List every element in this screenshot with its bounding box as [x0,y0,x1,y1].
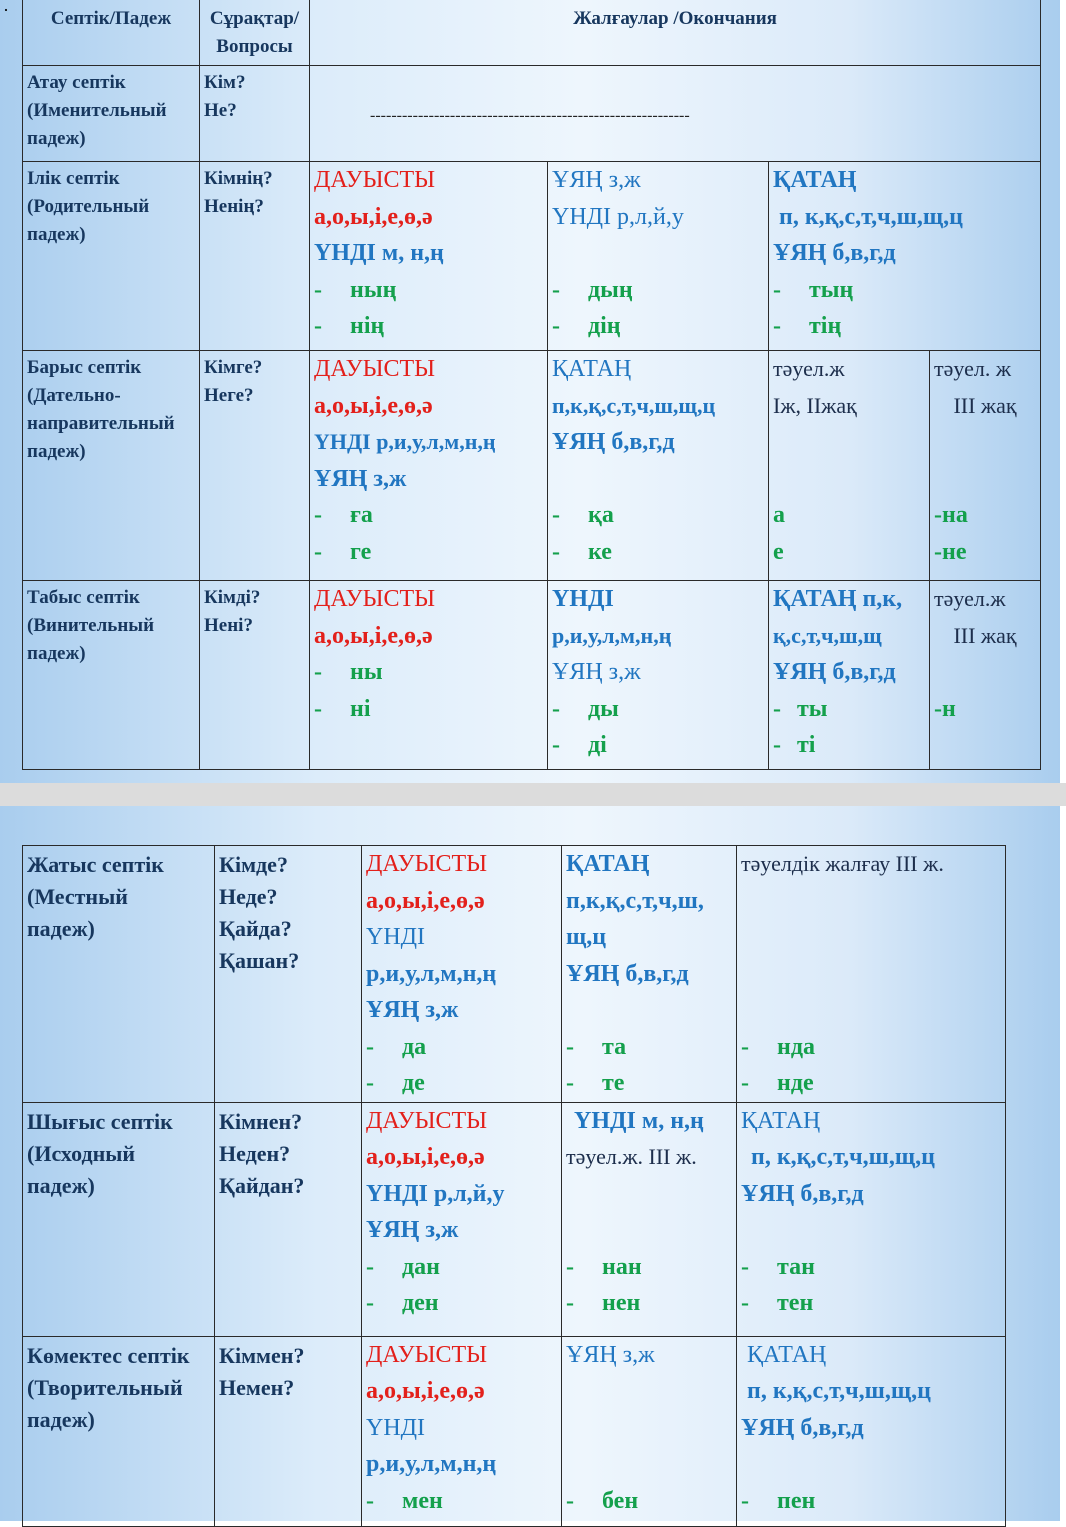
suffix: тің [809,313,842,339]
rule-letters: ҰЯҢ з,ж [366,1217,459,1243]
page-marker: · [3,0,9,20]
row-tabys [23,581,1041,770]
suffix-dash: - [741,1253,749,1280]
rule-letters: п, к,қ,с,т,ч,ш,щ,ц [779,203,964,230]
zhatys-hard-cell [562,846,737,1103]
rule-title: ҮНДІ м, н,ң [574,1107,704,1134]
question: Не? [204,100,237,121]
rule-title: ҚАТАҢ [741,1107,821,1134]
rule-title: ҚАТАҢ [747,1341,827,1368]
question: Кімге? [204,357,263,378]
question: Қайдан? [219,1172,305,1198]
suffix-dash: - [566,1290,574,1316]
suffix-dash: - [741,1033,749,1060]
suffix-dash: - [552,538,560,565]
rule-letters: а,о,ы,і,е,ө,ә [314,203,433,230]
ilik-vowel-cell [310,162,548,351]
row-komektes [23,1336,1006,1526]
tabys-sonorant-cell [548,581,769,770]
case-name: Ілік септік [27,168,120,189]
rule-letters: ҰЯҢ з,ж [366,997,459,1023]
suffix-dash: - [314,313,322,339]
questions-tabys [200,581,310,770]
rule-letters: р,и,у,л,м,н,ң [366,960,497,987]
slide-gap [0,783,1066,806]
question: Кімнен? [219,1108,303,1134]
rule-title: ДАУЫСТЫ [314,586,436,612]
barys-possessive-3-cell [930,351,1041,581]
rule-letters: ІІІ жақ [953,392,1017,418]
suffix: де [402,1070,425,1096]
shygys-hard-cell [737,1102,1006,1336]
rule-letters: п, к,қ,с,т,ч,ш,щ,ц [751,1144,936,1170]
rule-title: тәуел. ж [934,356,1012,381]
header-case-label: Септік/Падеж [50,8,172,29]
case-name-ru: падеж) [27,441,86,462]
suffix-dash: - [314,659,322,685]
case-name: Жатыс септік [27,852,164,877]
rule-letters: ҰЯҢ б,в,г,д [773,240,896,266]
rule-letters: ҰЯҢ б,в,г,д [741,1414,864,1441]
suffix: дің [588,313,621,339]
rule-letters: ҰЯҢ б,в,г,д [773,659,896,685]
case-name-ru: падеж) [27,643,86,664]
rule-letters: п,к,қ,с,т,ч,ш, [566,887,704,914]
questions-ilik [200,162,310,351]
questions-komektes [215,1336,362,1526]
suffix-dash: - [314,695,322,722]
barys-hard-cell [548,351,769,581]
rule-letters: р,и,у,л,м,н,ң [552,622,672,648]
case-name-ru: падеж) [27,916,95,941]
case-name: Шығыс септік [27,1108,173,1134]
rule-title: тәуел.ж [773,356,845,381]
suffix: те [602,1070,625,1096]
ilik-hard-cell [769,162,1041,351]
suffix-dash: - [566,1487,574,1514]
case-name-ru: (Местный [27,884,128,909]
suffix: нің [350,313,385,339]
question: Немен? [219,1374,295,1400]
komektes-voiced-cell [562,1336,737,1526]
case-tabys [23,581,200,770]
rule-title: ҚАТАҢ [566,851,650,877]
komektes-vowel-cell [362,1336,562,1526]
rule-title: ДАУЫСТЫ [366,1107,488,1134]
rule-letters: а,о,ы,і,е,ө,ә [366,1378,485,1404]
suffix-dash: - [773,732,781,758]
suffix-dash: - [366,1070,374,1096]
question: Неден? [219,1140,291,1166]
question: Кімнің? [204,168,273,189]
case-shygys [23,1102,215,1336]
suffix: -не [934,538,967,565]
zhatys-vowel-cell [362,846,562,1103]
suffix-dash: - [552,502,560,528]
suffix: ден [402,1290,439,1316]
suffix-dash: - [566,1070,574,1096]
case-name-ru: направительный [27,413,175,434]
rule-letters: п,к,қ,с,т,ч,ш,щ,ц [552,392,716,418]
case-name-ru: (Винительный [27,615,155,636]
suffix: ге [350,538,372,565]
suffix: тан [777,1253,815,1280]
suffix-dash: - [314,502,322,528]
row-zhatys [23,846,1006,1103]
suffix: нде [777,1070,814,1096]
suffix-dash: - [566,1033,574,1060]
suffix-dash: - [773,276,781,303]
question: Кім? [204,72,246,93]
rule-letters: ҰЯҢ б,в,г,д [552,429,675,455]
suffix-dash: - [366,1033,374,1060]
question: Неде? [219,884,278,909]
case-name: Атау септік [27,72,126,93]
case-table-1 [22,0,1041,770]
case-name: Көмектес септік [27,1342,190,1368]
barys-vowel-cell [310,351,548,581]
suffix: қа [588,502,614,528]
suffix: бен [602,1487,639,1514]
rule-letters: тәуел.ж. ІІІ ж. [566,1144,697,1169]
question: Кімді? [204,587,261,608]
case-ilik [23,162,200,351]
header-row [23,0,1041,66]
suffix-dash: - [552,313,560,339]
suffix: мен [402,1487,443,1514]
rule-title: тәуел.ж [934,586,1006,611]
suffix: -н [934,695,956,722]
rule-letters: ҮНДІ р,и,у,л,м,н,ң [314,429,496,454]
questions-barys [200,351,310,581]
case-atau [23,66,200,162]
suffix: нда [777,1033,815,1060]
rule-title: ҚАТАҢ п,к, [773,586,903,612]
case-name-ru: (Исходный [27,1140,136,1166]
tabys-possessive-3-cell [930,581,1041,770]
suffix: нен [602,1290,641,1316]
endings-atau [310,66,1041,162]
rule-title: ҮНДІ [552,586,614,612]
suffix: дан [402,1253,440,1280]
case-name-ru: (Творительный [27,1374,183,1400]
suffix-dash: - [366,1487,374,1514]
rule-letters: ҮНДІ м, н,ң [314,240,444,266]
suffix: ды [588,695,619,722]
question: Кімде? [219,852,288,877]
case-name-ru: (Родительный [27,196,150,217]
suffix-dash: - [566,1253,574,1280]
suffix: ні [350,695,371,722]
questions-shygys [215,1102,362,1336]
question: Неге? [204,385,254,406]
rule-title: ДАУЫСТЫ [314,167,436,193]
rule-letters: п, к,қ,с,т,ч,ш,щ,ц [747,1378,932,1404]
suffix: тен [777,1290,814,1316]
suffix: та [602,1033,627,1060]
shygys-sonorant-cell [562,1102,737,1336]
suffix: е [773,538,784,565]
suffix-dash: - [741,1290,749,1316]
suffix-dash: - [741,1487,749,1514]
header-questions [200,0,310,66]
suffix: ны [350,659,383,685]
case-table-2 [22,845,1006,1527]
suffix: ның [350,276,397,303]
suffix-dash: - [552,732,560,758]
suffix-dash: - [314,276,322,303]
no-ending-dashes: ------------------------------------------------------------ [370,107,690,124]
suffix: дың [588,276,633,303]
header-question-line2: Вопросы [216,36,293,57]
rule-title: тәуелдік жалғау ІІІ ж. [741,851,944,876]
tabys-hard-cell [769,581,930,770]
suffix: ті [797,732,816,758]
header-case [23,0,200,66]
case-name-ru: падеж) [27,1172,95,1198]
rule-letters: а,о,ы,і,е,ө,ә [366,887,485,914]
rule-letters: ҰЯҢ б,в,г,д [741,1180,864,1207]
komektes-hard-cell [737,1336,1006,1526]
rule-title: ДАУЫСТЫ [366,1341,488,1368]
question: Қашан? [219,948,300,973]
rule-letters: ҰЯҢ з,ж [566,1341,655,1368]
suffix: нан [602,1253,642,1280]
shygys-vowel-cell [362,1102,562,1336]
suffix-dash: - [366,1253,374,1280]
case-name: Барыс септік [27,357,142,378]
header-question-line1: Сұрақтар/ [209,8,300,29]
rule-title: ДАУЫСТЫ [366,851,488,877]
suffix-dash: - [366,1290,374,1316]
questions-atau [200,66,310,162]
suffix: да [402,1033,427,1060]
rule-letters: щ,ц [566,924,607,950]
tabys-vowel-cell [310,581,548,770]
suffix: ді [588,732,607,758]
case-zhatys [23,846,215,1103]
suffix-dash: - [552,276,560,303]
case-name-ru: (Именительный [27,100,167,121]
barys-possessive-12-cell [769,351,930,581]
suffix-dash: - [314,538,322,565]
rule-letters: ҰЯҢ з,ж [552,659,641,685]
suffix: -на [934,502,968,528]
case-barys [23,351,200,581]
zhatys-possessive-cell [737,846,1006,1103]
rule-letters: ҰЯҢ б,в,г,д [566,960,689,987]
header-endings-label: Жалғаулар /Окончания [573,8,777,29]
suffix: а [773,502,785,528]
rule-letters: а,о,ы,і,е,ө,ә [314,622,433,649]
question: Нені? [204,615,253,636]
rule-title: ДАУЫСТЫ [314,356,436,382]
row-shygys [23,1102,1006,1336]
ilik-voiced-cell [548,162,769,351]
suffix: ға [350,502,373,528]
case-name-ru: падеж) [27,128,86,149]
row-barys [23,351,1041,581]
rule-title: ҚАТАҢ [773,167,857,193]
header-endings [310,0,1041,66]
case-name: Табыс септік [27,587,140,608]
rule-letters: ІІІ жақ [953,622,1017,648]
suffix: ты [797,695,828,722]
case-name-ru: падеж) [27,1406,95,1432]
rule-letters: ҰЯҢ з,ж [552,167,641,193]
rule-letters: р,и,у,л,м,н,ң [366,1451,497,1477]
rule-title: ҚАТАҢ [552,356,632,382]
suffix-dash: - [773,313,781,339]
row-atau [23,66,1041,162]
rule-title: ҮНДІ [366,1414,426,1441]
suffix-dash: - [773,695,781,722]
questions-zhatys [215,846,362,1103]
rule-letters: а,о,ы,і,е,ө,ә [314,392,433,419]
rule-letters: ҰЯҢ з,ж [314,465,407,492]
case-name-ru: (Дательно- [27,385,121,406]
question: Ненің? [204,196,264,217]
row-ilik [23,162,1041,351]
rule-letters: қ,с,т,ч,ш,щ [773,622,882,648]
rule-letters: ҮНДІ р,л,й,у [366,1180,505,1207]
suffix: ке [588,538,612,565]
rule-letters: Іж, ІІжақ [773,392,857,418]
question: Қайда? [219,916,292,941]
suffix: тың [809,276,854,303]
question: Кіммен? [219,1342,305,1368]
rule-letters: а,о,ы,і,е,ө,ә [366,1144,485,1170]
case-name-ru: падеж) [27,224,86,245]
suffix-dash: - [741,1070,749,1096]
suffix-dash: - [552,695,560,722]
suffix: пен [777,1487,816,1514]
case-komektes [23,1336,215,1526]
rule-title: ҮНДІ [366,924,426,950]
rule-letters: ҮНДІ р,л,й,у [552,203,684,230]
